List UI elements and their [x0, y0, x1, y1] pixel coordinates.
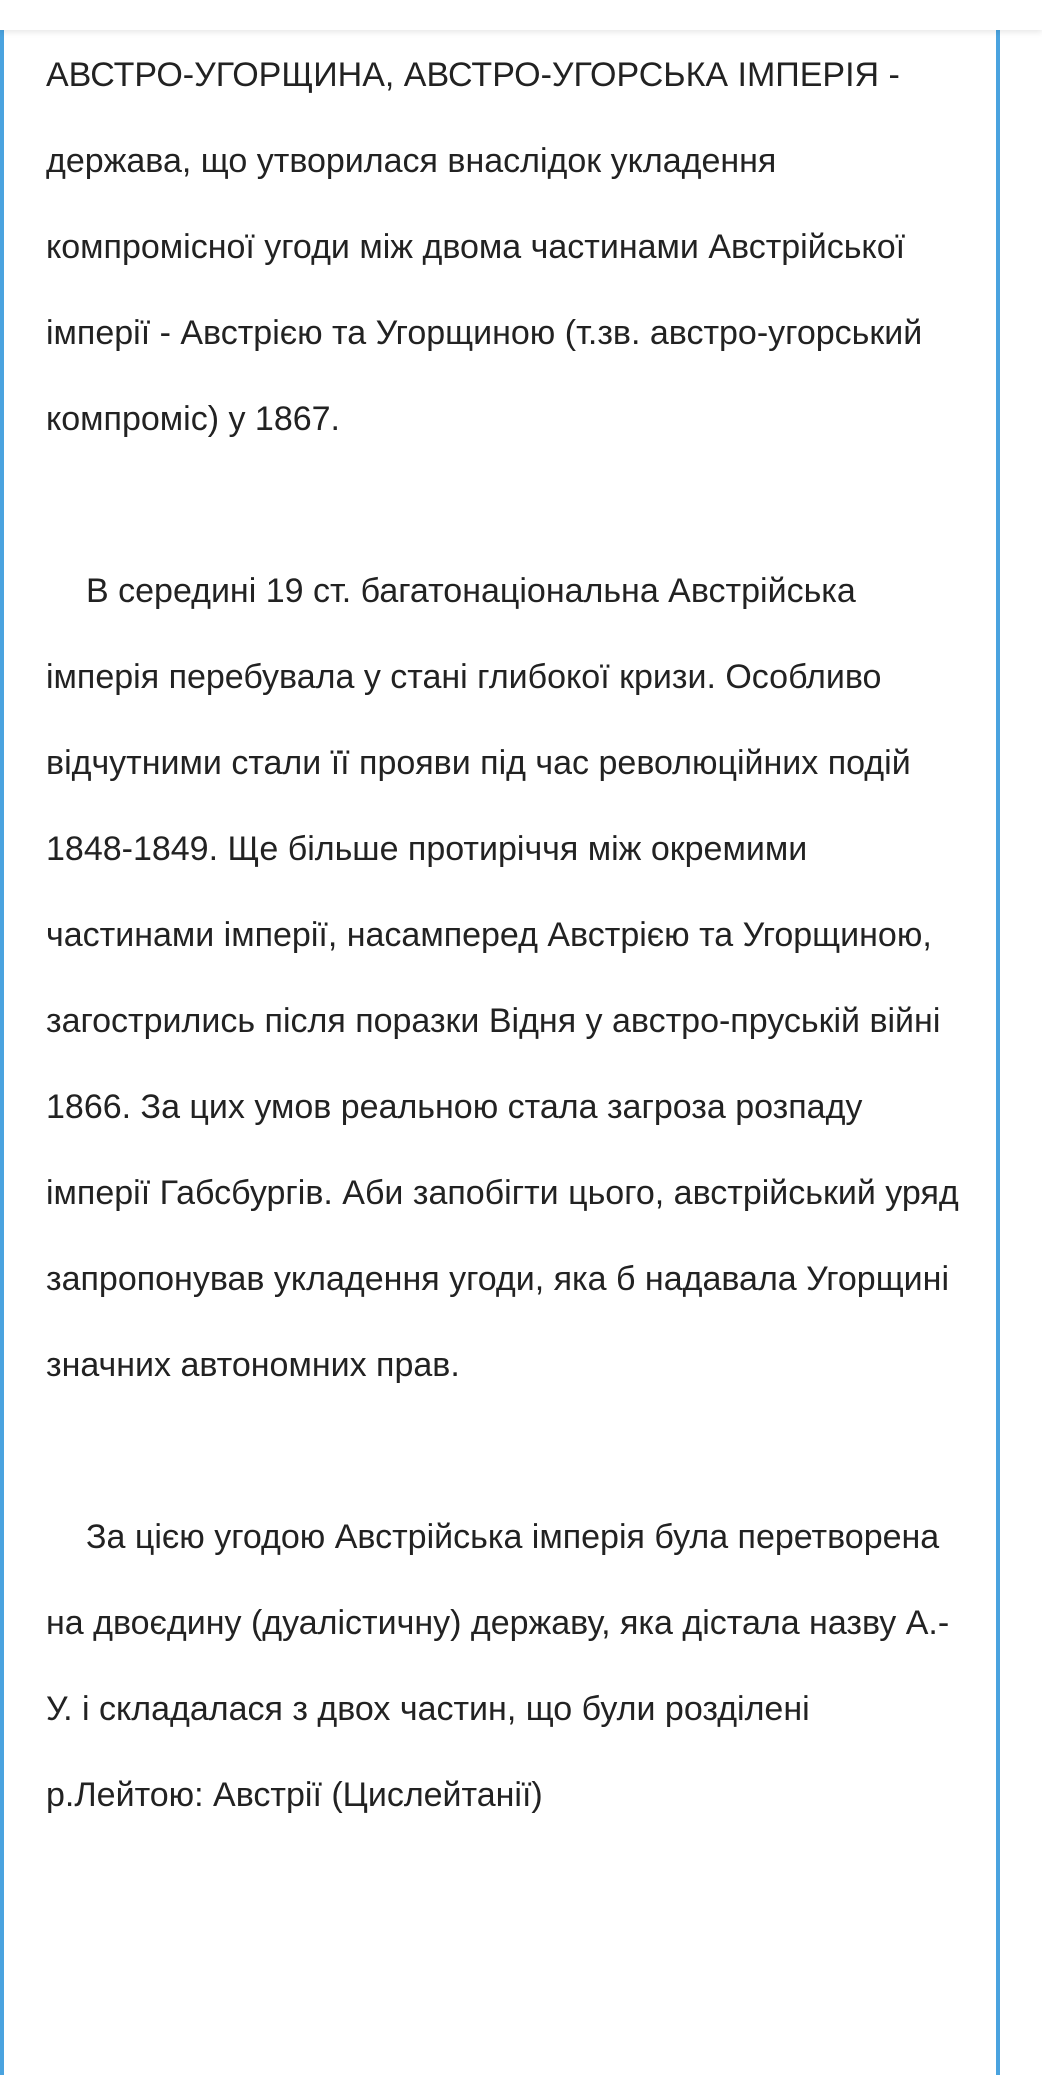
top-bar	[0, 0, 1042, 30]
paragraph-definition: АВСТРО-УГОРЩИНА, АВСТРО-УГОРСЬКА ІМПЕРІЯ - держава, що утворилася внаслідок укладення компромісної угоди між двома частинами Австрійської імперії - Австрією та Угорщиною (т.зв. австро-угорський компроміс) у 1867.	[46, 56, 923, 438]
paragraph-crisis: В середині 19 ст. багатонаціональна Австрійська імперія перебувала у стані глибокої кризи. Особливо відчутними стали її прояви під час революційних подій 1848-1849. Ще більше протиріччя між окремими частинами імперії, насамперед Австрією та Угорщиною, загострились після поразки Відня у австро-пруській війні 1866. За цих умов реальною стала загроза розпаду імперії Габсбургів. Аби запобігти цього, австрійський уряд запропонував укладення угоди, яка б надавала Угорщині значних автономних прав.	[46, 572, 959, 1384]
paragraph-spacer	[46, 1408, 966, 1494]
paragraph-spacer	[46, 462, 966, 548]
paragraph-dual-state: За цією угодою Австрійська імперія була перетворена на двоєдину (дуалістичну) державу, яка дістала назву А.-У. і складалася з двох частин, що були розділені р.Лейтою: Австрії (Цислейтанії)	[46, 1518, 950, 1814]
answer-text	[46, 32, 966, 1838]
